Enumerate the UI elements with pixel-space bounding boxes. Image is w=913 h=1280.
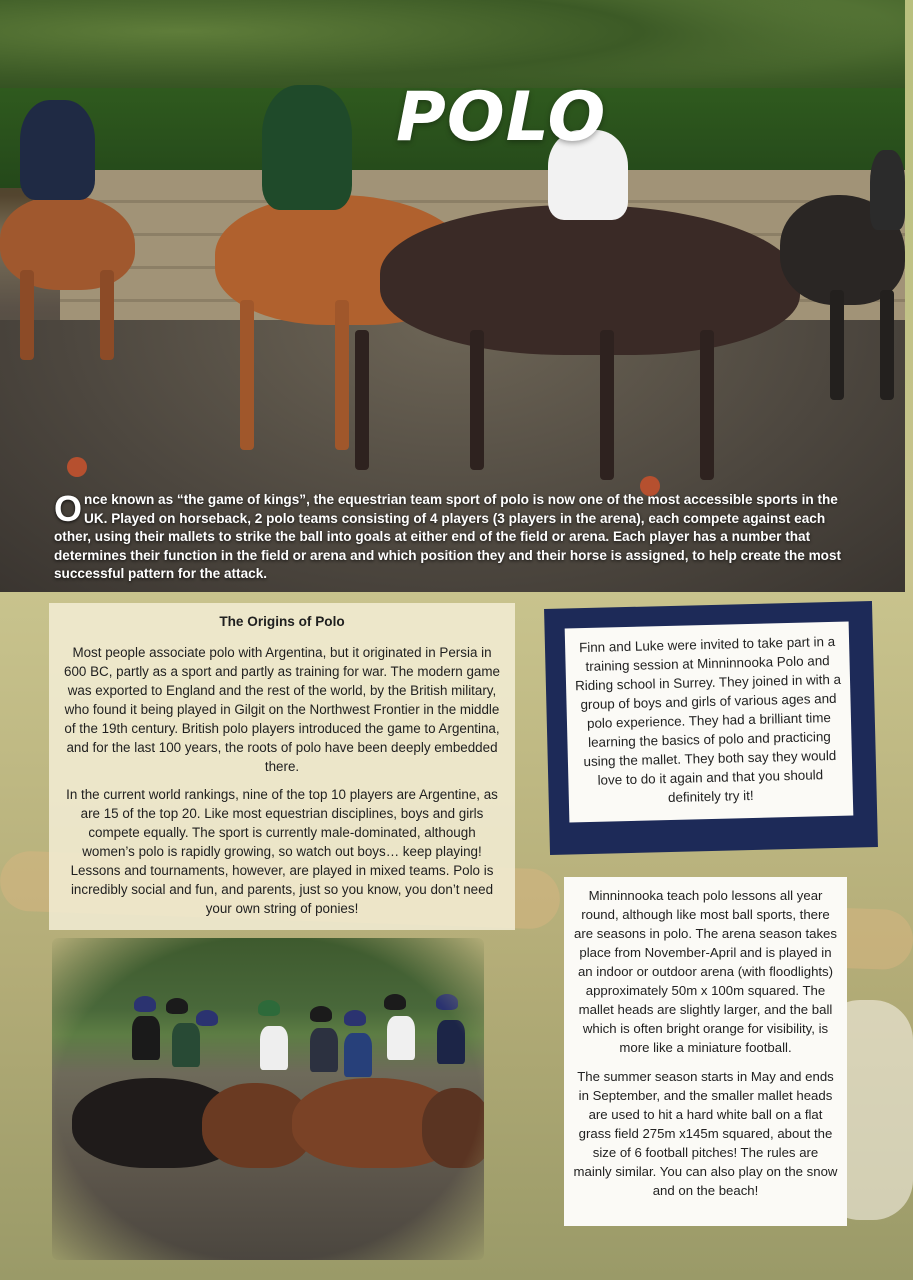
intro-paragraph [54,488,844,584]
origins-heading: The Origins of Polo [219,614,345,629]
horse-leg [240,300,254,450]
horse-leg [335,300,349,450]
rider-helmet [344,1010,366,1026]
group-horse [422,1088,484,1168]
rider-right [870,150,905,230]
seasons-paragraph: Minninnooka teach polo lessons all year round, although like most ball sports, there are seasons in polo. The arena season takes place from November-April and is played in an indoor or outdoor arena (with floodlights) approximately 50m x 100m squared. The mallet heads are slightly larger, and the ball which is often bright orange for visibility, is more like a miniature football. [574,888,837,1055]
seasons-paragraph: The summer season starts in May and ends in September, and the smaller mallet heads are used to hit a hard white ball on a flat grass field 275m x145m squared, about the size of 6 football pitches! The rules are mainly similar. You can also play on the snow and on the beach! [573,1069,838,1198]
horse-leg [20,270,34,360]
rider-body [310,1028,338,1072]
rider-helmet [196,1010,218,1026]
page-title: POLO [396,78,607,157]
origins-paragraph: Most people associate polo with Argentina, but it originated in Persia in 600 BC, partly as a sport and partly as training for war. The modern game was exported to England and the rest of the world, by the British military, who found it being played in Gilgit on the Northwest Frontier in the middle of the 19th century. British polo players introduced the game to Argentina, and for the last 100 years, the roots of polo have been deeply embedded there. [64,645,500,774]
horse-leg [700,330,714,480]
horse-leg [100,270,114,360]
rider-green-shirt [262,85,352,210]
rider-left [20,100,95,200]
training-box [565,622,854,823]
horse-leg [355,330,369,470]
intro-text: nce known as “the game of kings”, the equestrian team sport of polo is now one of the most accessible sports in the UK. Played on horseback, 2 polo teams consisting of 4 players (3 players in the arena), each compete against each other, using their mallets to strike the ball into goals at either end of the field or arena. Each player has a number that determines their function in the field or arena and which position they and their horse is assigned, to help create the most successful pattern for the attack. [54,492,842,582]
intro-dropcap: O [54,488,83,529]
origins-paragraph: In the current world rankings, nine of the top 10 players are Argentine, as are 15 of the top 20. Like most equestrian disciplines, boys and girls compete equally. The sport is currently male-dominated, although women’s polo is rapidly growing, so watch out boys… keep playing! Lessons and tournaments, however, are played in mixed teams. Polo is incredibly social and fun, and parents, just so you know, you don’t need your own string of ponies! [66,787,498,916]
group-photo [52,938,484,1260]
rider-body [344,1033,372,1077]
training-text: Finn and Luke were invited to take part in a training session at Minninnooka Polo and Riding school in Surrey. They joined in with a group of boys and girls of various ages and polo experience. They had a brilliant time learning the basics of polo and practicing using the mallet. They both say they would love to do it again and that you should definitely try it! [574,633,842,806]
rider-body [387,1016,415,1060]
rider-helmet [436,994,458,1010]
polo-ball [67,457,87,477]
origins-panel [49,603,515,930]
rider-body [260,1026,288,1070]
rider-helmet [134,996,156,1012]
rider-body [437,1020,465,1064]
horse-dark-bay [380,205,800,355]
rider-helmet [310,1006,332,1022]
hero-photo [0,0,905,592]
rider-helmet [384,994,406,1010]
rider-body [132,1016,160,1060]
seasons-panel [564,877,847,1226]
horse-leg [600,330,614,480]
rider-body [172,1023,200,1067]
horse-leg [470,330,484,470]
horse-leg [880,290,894,400]
rider-helmet [258,1000,280,1016]
rider-helmet [166,998,188,1014]
horse-leg [830,290,844,400]
